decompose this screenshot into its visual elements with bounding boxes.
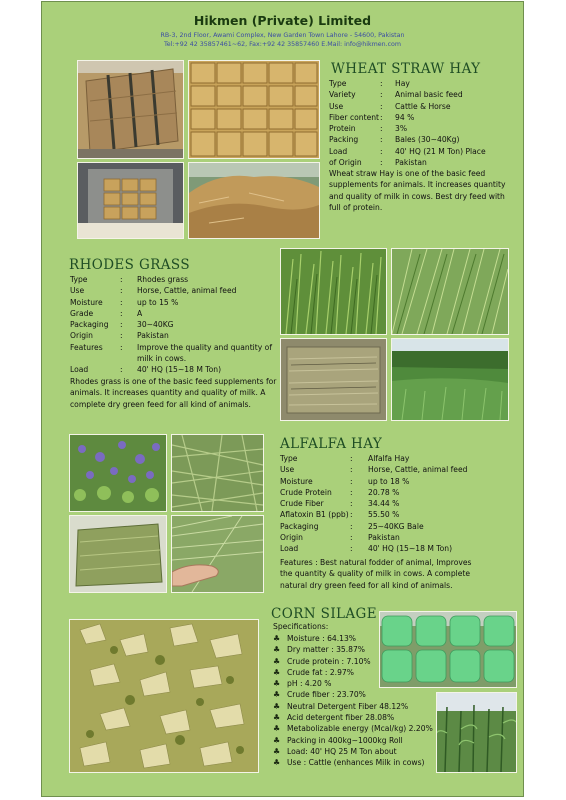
alfalfa-spec-label: Use xyxy=(280,465,295,475)
rhodes-spec-colon: : xyxy=(120,308,123,318)
product-flyer xyxy=(41,1,524,797)
wheat-spec-row xyxy=(329,146,519,157)
wheat-spec-label: Packing xyxy=(329,135,359,145)
rhodes-grass-closeup-photo xyxy=(391,248,509,335)
company-name: Hikmen (Private) Limited xyxy=(193,13,372,28)
rhodes-spec-colon: : xyxy=(120,275,123,284)
alfalfa-spec-label: Moisture xyxy=(280,476,313,486)
rhodes-spec-row xyxy=(70,274,275,285)
corn-spec-item xyxy=(273,757,448,768)
alfalfa-spec-value: Horse, Cattle, animal feed xyxy=(368,465,468,475)
wheat-straw-pile-photo xyxy=(188,162,320,239)
alfalfa-spec-label: Aflatoxin B1 (ppb) xyxy=(280,510,349,520)
alfalfa-spec-label: Crude Fiber xyxy=(280,499,324,509)
rhodes-spec-value: 30~40KG xyxy=(137,320,174,330)
wheat-spec-value: Animal basic feed xyxy=(395,90,463,100)
corn-silage-bales-photo xyxy=(379,611,517,688)
rhodes-spec-label: Grade xyxy=(70,308,94,318)
alfalfa-spec-colon: : xyxy=(350,499,353,509)
corn-spec-text: Crude protein : 7.10% xyxy=(287,656,371,666)
rhodes-spec-row xyxy=(70,342,275,365)
rhodes-spec-value: Rhodes grass xyxy=(137,275,189,284)
alfalfa-flowers-photo xyxy=(69,434,167,512)
corn-subtitle: Specifications: xyxy=(273,622,329,631)
corn-spec-text: Neutral Detergent Fiber 48.12% xyxy=(287,701,409,711)
alfalfa-spec-value: 20.78 % xyxy=(368,487,400,497)
club-bullet-icon: ♣ xyxy=(273,679,281,689)
wheat-spec-colon: : xyxy=(380,124,383,134)
wheat-spec-row xyxy=(329,101,519,112)
rhodes-spec-row xyxy=(70,330,275,341)
wheat-spec-row xyxy=(329,123,519,134)
rhodes-field-photo xyxy=(280,248,387,335)
corn-spec-text: Crude fiber : 23.70% xyxy=(287,690,366,700)
alfalfa-spec-row xyxy=(280,521,490,532)
corn-spec-item xyxy=(273,712,448,723)
club-bullet-icon: ♣ xyxy=(273,645,281,655)
wheat-spec-value: Bales (30~40Kg) xyxy=(395,135,460,145)
wheat-spec-value: Pakistan xyxy=(395,158,427,168)
alfalfa-spec-row xyxy=(280,543,490,554)
alfalfa-spec-row xyxy=(280,498,490,509)
wheat-description: Wheat straw Hay is one of the basic feed supplements for animals. It increases quantity and quality of milk in cows. Best dry feed with full of protein. xyxy=(329,169,506,212)
wheat-spec-row xyxy=(329,157,519,168)
club-bullet-icon: ♣ xyxy=(273,667,281,677)
alfalfa-spec-label: Type xyxy=(280,454,298,463)
wheat-spec-value: 40' HQ (21 M Ton) Place xyxy=(395,146,486,156)
wheat-spec-label: Load xyxy=(329,146,348,156)
alfalfa-bale-photo xyxy=(69,515,167,593)
rhodes-spec-value: up to 15 % xyxy=(137,297,179,307)
alfalfa-spec-value: 55.50 % xyxy=(368,510,400,520)
rhodes-title: RHODES GRASS xyxy=(69,257,190,273)
wheat-spec-colon: : xyxy=(380,158,383,168)
corn-spec-item xyxy=(273,723,448,734)
rhodes-spec-value: Pakistan xyxy=(137,331,169,341)
alfalfa-spec-label: Packaging xyxy=(280,521,319,531)
wheat-spec-row xyxy=(329,134,519,145)
alfalfa-spec-value: up to 18 % xyxy=(368,476,410,486)
corn-spec-item xyxy=(273,701,448,712)
alfalfa-spec-row xyxy=(280,509,490,520)
company-address: RB-3, 2nd Floor, Awami Complex, New Garden Town Lahore - 54600, Pakistan xyxy=(160,32,405,39)
club-bullet-icon: ♣ xyxy=(273,724,281,734)
alfalfa-spec-row xyxy=(280,476,490,487)
wheat-spec-row xyxy=(329,112,519,123)
alfalfa-description: Features : Best natural fodder of animal, Improves the quantity & quality of milk in cows. A complete natural dry green feed for all kind of animals. xyxy=(280,558,472,590)
wheat-spec-label: Fiber content xyxy=(329,112,380,122)
rhodes-meadow-photo xyxy=(391,338,509,421)
rhodes-spec-label: Features xyxy=(70,342,103,352)
corn-spec-text: Acid detergent fiber 28.08% xyxy=(287,713,395,723)
wheat-spec-colon: : xyxy=(380,135,383,145)
rhodes-spec-value: 40' HQ (15~18 M Ton) xyxy=(137,365,222,375)
rhodes-spec-label: Use xyxy=(70,286,85,296)
rhodes-bale-photo xyxy=(280,338,387,421)
alfalfa-spec-colon: : xyxy=(350,533,353,543)
rhodes-spec-value: Horse, Cattle, animal feed xyxy=(137,286,237,296)
corn-field-photo xyxy=(436,692,517,773)
corn-spec-text: Packing in 400kg~1000kg Roll xyxy=(287,735,403,745)
corn-spec-text: Metabolizable energy (Mcal/kg) 2.20% xyxy=(287,724,433,734)
corn-spec-text: Dry matter : 35.87% xyxy=(287,645,366,655)
club-bullet-icon: ♣ xyxy=(273,701,281,711)
corn-title: CORN SILAGE xyxy=(271,606,377,622)
wheat-spec-colon: : xyxy=(380,101,383,111)
corn-spec-text: Load: 40' HQ 25 M Ton about xyxy=(287,746,397,756)
company-contact: Tel:+92 42 35857461~62, Fax:+92 42 35857460 E.Mail: info@hikmen.com xyxy=(163,41,402,48)
wheat-spec-value: 3% xyxy=(395,124,408,134)
club-bullet-icon: ♣ xyxy=(273,713,281,723)
alfalfa-spec-colon: : xyxy=(350,544,353,554)
corn-spec-text: Moisture : 64.13% xyxy=(287,634,357,643)
rhodes-description: Rhodes grass is one of the basic feed supplements for animals. It increases quantity and quality of milk. A complete dry green feed for all kind of animals. xyxy=(70,377,277,409)
wheat-spec-label: Variety xyxy=(329,90,356,100)
wheat-spec-colon: : xyxy=(380,146,383,156)
wheat-container-photo xyxy=(77,162,184,239)
rhodes-spec-label: Origin xyxy=(70,331,93,341)
rhodes-spec-row xyxy=(70,308,275,319)
rhodes-spec-value: A xyxy=(137,308,143,318)
rhodes-spec-label: Type xyxy=(70,275,88,284)
rhodes-spec-colon: : xyxy=(120,331,123,341)
rhodes-spec-row xyxy=(70,364,275,375)
alfalfa-spec-colon: : xyxy=(350,454,353,463)
rhodes-spec-label: Moisture xyxy=(70,297,103,307)
wheat-spec-colon: : xyxy=(380,79,383,88)
rhodes-spec-colon: : xyxy=(120,297,123,307)
alfalfa-spec-colon: : xyxy=(350,521,353,531)
wheat-spec-value: 94 % xyxy=(395,112,415,122)
rhodes-spec-row xyxy=(70,285,275,296)
rhodes-spec-label: Packaging xyxy=(70,320,109,330)
corn-spec-item xyxy=(273,746,448,757)
rhodes-spec-row xyxy=(70,297,275,308)
alfalfa-spec-value: 40' HQ (15~18 M Ton) xyxy=(368,544,453,554)
alfalfa-spec-value: 34.44 % xyxy=(368,499,400,509)
wheat-spec-label: Protein xyxy=(329,124,356,134)
club-bullet-icon: ♣ xyxy=(273,758,281,768)
wheat-bale-photo xyxy=(77,60,184,159)
wheat-spec-label: of Origin xyxy=(329,158,362,168)
rhodes-spec-label: Load xyxy=(70,365,89,375)
alfalfa-spec-row xyxy=(280,487,490,498)
alfalfa-hand-photo xyxy=(171,515,264,593)
wheat-spec-value: Cattle & Horse xyxy=(395,101,451,111)
wheat-spec-row xyxy=(329,78,519,89)
alfalfa-title: ALFALFA HAY xyxy=(280,436,383,452)
alfalfa-spec-row xyxy=(280,532,490,543)
wheat-spec-colon: : xyxy=(380,112,383,122)
club-bullet-icon: ♣ xyxy=(273,746,281,756)
alfalfa-spec-value: Alfalfa Hay xyxy=(368,454,410,463)
rhodes-specs xyxy=(70,274,275,376)
rhodes-spec-colon: : xyxy=(120,365,123,375)
rhodes-spec-row xyxy=(70,319,275,330)
alfalfa-dried-photo xyxy=(171,434,264,512)
alfalfa-specs xyxy=(280,453,490,555)
corn-spec-text: Crude fat : 2.97% xyxy=(287,667,354,677)
wheat-spec-colon: : xyxy=(380,90,383,100)
wheat-bales-stack-photo xyxy=(188,60,320,159)
rhodes-spec-colon: : xyxy=(120,342,123,352)
corn-spec-text: Use : Cattle (enhances Milk in cows) xyxy=(287,758,425,768)
club-bullet-icon: ♣ xyxy=(273,634,281,643)
club-bullet-icon: ♣ xyxy=(273,656,281,666)
alfalfa-spec-colon: : xyxy=(350,487,353,497)
corn-spec-text: pH : 4.20 % xyxy=(287,679,332,689)
corn-spec-item xyxy=(273,735,448,746)
wheat-spec-label: Type xyxy=(329,79,347,88)
club-bullet-icon: ♣ xyxy=(273,690,281,700)
alfalfa-spec-row xyxy=(280,453,490,464)
alfalfa-spec-label: Crude Protein xyxy=(280,487,332,497)
wheat-spec-row xyxy=(329,89,519,100)
alfalfa-spec-label: Origin xyxy=(280,533,303,543)
corn-silage-photo xyxy=(69,619,259,773)
alfalfa-spec-value: Pakistan xyxy=(368,533,400,543)
alfalfa-spec-row xyxy=(280,464,490,475)
rhodes-spec-colon: : xyxy=(120,320,123,330)
wheat-spec-label: Use xyxy=(329,101,344,111)
wheat-title: WHEAT STRAW HAY xyxy=(331,61,481,77)
alfalfa-spec-colon: : xyxy=(350,465,353,475)
alfalfa-spec-label: Load xyxy=(280,544,299,554)
alfalfa-spec-value: 25~40KG Bale xyxy=(368,521,424,531)
club-bullet-icon: ♣ xyxy=(273,735,281,745)
alfalfa-spec-colon: : xyxy=(350,510,353,520)
alfalfa-spec-colon: : xyxy=(350,476,353,486)
wheat-specs xyxy=(329,78,519,168)
wheat-spec-value: Hay xyxy=(395,79,410,88)
rhodes-spec-value: Improve the quality and quantity of milk in cows. xyxy=(137,342,272,364)
corn-spec-item xyxy=(273,689,448,700)
rhodes-spec-colon: : xyxy=(120,286,123,296)
